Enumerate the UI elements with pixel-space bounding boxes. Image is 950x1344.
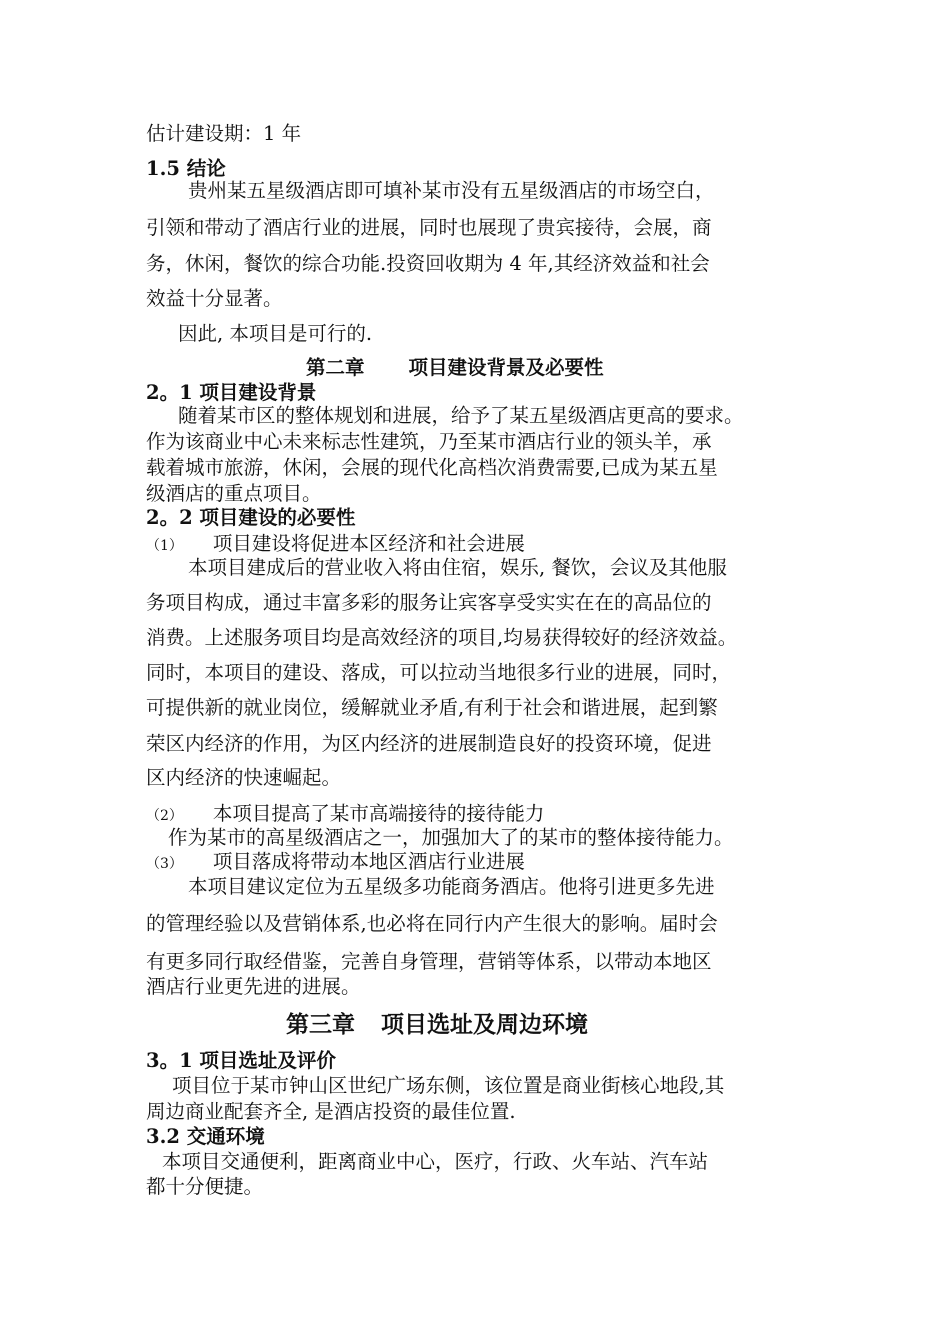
paragraph-line: 因此, 本项目是可行的. xyxy=(178,322,373,345)
paragraph-line: 酒店行业更先进的进展。 xyxy=(146,975,361,998)
heading-3-2: 3.2 交通环境 xyxy=(146,1125,265,1148)
paragraph-line: 区内经济的快速崛起。 xyxy=(146,766,342,789)
list-number: （1） xyxy=(146,538,183,554)
paragraph-line: 级酒店的重点项目。 xyxy=(146,482,322,505)
paragraph-line: 可提供新的就业岗位，缓解就业矛盾,有利于社会和谐进展，起到繁 xyxy=(146,696,718,719)
list-item-text: 本项目提高了某市高端接待的接待能力 xyxy=(212,802,545,825)
paragraph-line: 有更多同行取经借鉴，完善自身管理，营销等体系，以带动本地区 xyxy=(146,950,712,973)
paragraph-line: 本项目建议定位为五星级多功能商务酒店。他将引进更多先进 xyxy=(188,875,715,898)
chapter-3-heading xyxy=(286,1013,588,1036)
paragraph-line: 项目位于某市钟山区世纪广场东侧，该位置是商业街核心地段,其 xyxy=(172,1074,725,1097)
list-item-text: 项目落成将带动本地区酒店行业进展 xyxy=(212,850,525,873)
heading-3-1: 3。1 项目选址及评价 xyxy=(146,1049,336,1072)
list-item-text: 项目建设将促进本区经济和社会进展 xyxy=(212,532,525,555)
list-item-1 xyxy=(146,534,525,554)
paragraph-line: 本项目交通便利，距离商业中心，医疗，行政、火车站、汽车站 xyxy=(162,1150,709,1173)
chapter-2-heading xyxy=(306,358,604,378)
paragraph-line: 务项目构成，通过丰富多彩的服务让宾客享受实实在在的高品位的 xyxy=(146,591,712,614)
paragraph-line: 同时，本项目的建设、落成，可以拉动当地很多行业的进展，同时， xyxy=(146,661,732,684)
list-number: （2） xyxy=(146,808,183,824)
paragraph-line: 作为该商业中心未来标志性建筑，乃至某市酒店行业的领头羊，承 xyxy=(146,430,712,453)
construction-period: 估计建设期：1 年 xyxy=(146,122,302,145)
paragraph-line: 载着城市旅游，休闲，会展的现代化高档次消费需要,已成为某五星 xyxy=(146,456,718,479)
heading-1-5: 1.5 结论 xyxy=(146,157,226,180)
chapter-title: 项目建设背景及必要性 xyxy=(408,356,604,379)
chapter-title: 项目选址及周边环境 xyxy=(381,1011,588,1038)
paragraph-line: 引领和带动了酒店行业的进展，同时也展现了贵宾接待，会展，商 xyxy=(146,216,712,239)
paragraph-line: 周边商业配套齐全, 是酒店投资的最佳位置. xyxy=(146,1100,516,1123)
paragraph-line: 务，休闲，餐饮的综合功能.投资回收期为 4 年,其经济效益和社会 xyxy=(146,252,710,275)
heading-2-1: 2。1 项目建设背景 xyxy=(146,381,317,404)
paragraph-line: 都十分便捷。 xyxy=(146,1175,264,1198)
list-item-3 xyxy=(146,852,525,872)
paragraph-line: 效益十分显著。 xyxy=(146,287,283,310)
paragraph-line: 消费。上述服务项目均是高效经济的项目,均易获得较好的经济效益。 xyxy=(146,626,738,649)
paragraph-line: 的管理经验以及营销体系,也必将在同行内产生很大的影响。届时会 xyxy=(146,912,718,935)
chapter-number: 第二章 xyxy=(306,356,365,379)
list-number: （3） xyxy=(146,856,183,872)
paragraph-line: 随着某市区的整体规划和进展，给予了某五星级酒店更高的要求。 xyxy=(178,404,744,427)
paragraph-line: 贵州某五星级酒店即可填补某市没有五星级酒店的市场空白， xyxy=(188,179,715,202)
paragraph-line: 作为某市的高星级酒店之一，加强加大了的某市的整体接待能力。 xyxy=(168,826,734,849)
paragraph-line: 荣区内经济的作用，为区内经济的进展制造良好的投资环境，促进 xyxy=(146,732,712,755)
list-item-2 xyxy=(146,804,544,824)
paragraph-line: 本项目建成后的营业收入将由住宿，娱乐, 餐饮，会议及其他服 xyxy=(188,556,727,579)
heading-2-2: 2。2 项目建设的必要性 xyxy=(146,506,356,529)
chapter-number: 第三章 xyxy=(286,1011,355,1038)
